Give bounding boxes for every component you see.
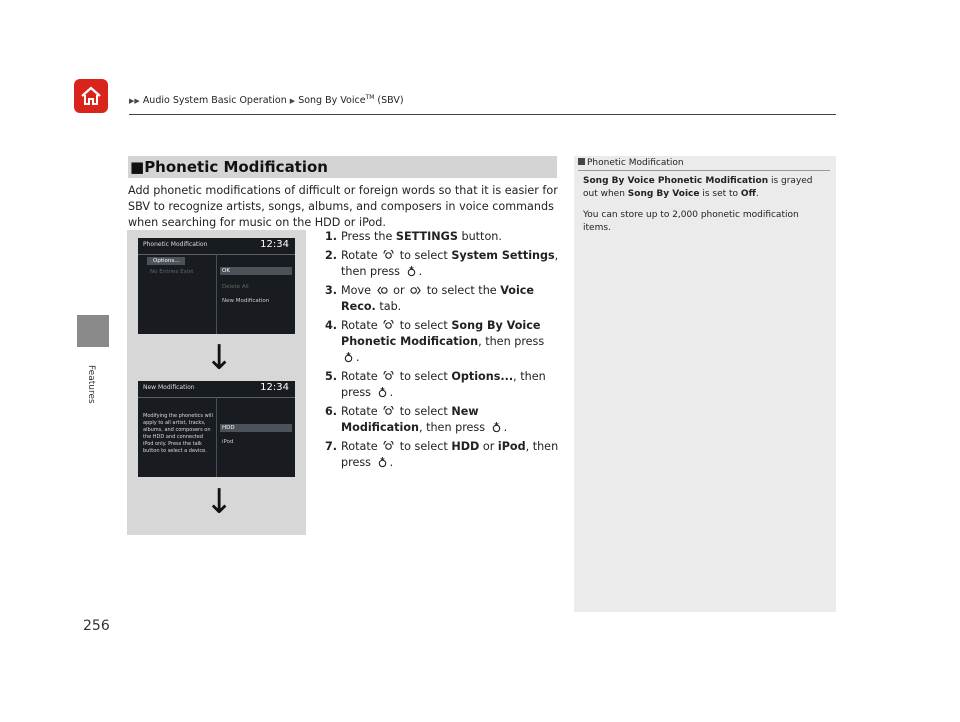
move-right-icon [410, 285, 421, 296]
screen-clock: 12:34 [260, 382, 289, 393]
home-icon[interactable] [74, 79, 108, 113]
screen-phonetic-modification [138, 238, 295, 334]
interface-dial-icon [383, 320, 394, 331]
screen-column-divider [216, 397, 217, 477]
no-entries-text: No Entries Exist [150, 269, 194, 275]
interface-dial-icon [383, 371, 394, 382]
section-title: ■Phonetic Modification [130, 158, 328, 176]
menu-item-hdd[interactable]: HDD [220, 424, 292, 432]
interface-dial-icon [383, 441, 394, 452]
menu-item-ok[interactable]: OK [220, 267, 292, 275]
menu-item-new-modification[interactable]: New Modification [222, 298, 270, 304]
chapter-label: Features [86, 365, 96, 404]
note-paragraph-1: Song By Voice Phonetic Modification is grayed out when Song By Voice is set to Off. [583, 176, 813, 199]
interface-dial-icon [383, 406, 394, 417]
screen-title: Phonetic Modification [143, 241, 208, 248]
interface-dial-icon [383, 250, 394, 261]
screen-title: New Modification [143, 384, 195, 391]
note-heading: Phonetic Modification [578, 158, 684, 168]
breadcrumb [129, 94, 404, 106]
options-item[interactable]: Options... [147, 257, 185, 265]
screen-new-modification [138, 381, 295, 477]
steps-list [325, 229, 560, 474]
press-button-icon [491, 422, 502, 433]
step-6: 6. Rotate to select New Modification, then press . [325, 405, 508, 434]
press-button-icon [406, 266, 417, 277]
screen-illustration-panel [127, 230, 306, 535]
down-arrow-icon: ↓ [205, 338, 234, 378]
step-2: 2. Rotate to select System Settings, then press . [325, 249, 559, 278]
chevron-right-icon: ▶ [289, 97, 296, 106]
press-button-icon [343, 352, 354, 363]
breadcrumb-item[interactable]: Audio System Basic Operation [142, 95, 287, 107]
note-text [583, 175, 823, 243]
press-button-icon [377, 457, 388, 468]
chapter-tab[interactable] [77, 315, 109, 347]
down-arrow-icon: ↓ [205, 482, 234, 522]
step-3: 3. Move or to select the Voice Reco. tab. [325, 284, 535, 313]
press-button-icon [377, 387, 388, 398]
note-ref-icon [578, 158, 585, 165]
intro-paragraph: Add phonetic modifications of difficult or foreign words so that it is easier for SBV to recognize artists, songs, albums, and composers in voice commands when searching for music on the HDD or iPod. [128, 184, 558, 229]
step-5: 5. Rotate to select Options..., then press . [325, 370, 546, 399]
breadcrumb-item-current: Song By Voice™ (SBV) [298, 94, 404, 107]
header-divider [129, 114, 836, 115]
screen-clock: 12:34 [260, 239, 289, 250]
note-paragraph-2: You can store up to 2,000 phonetic modification items. [583, 210, 799, 233]
menu-item-ipod[interactable]: iPod [222, 439, 234, 445]
screen-message: Modifying the phonetics will apply to all artist, tracks, albums, and composers on the HDD and connected iPod only. Press the talk button to select a device. [143, 413, 213, 454]
step-7: 7. Rotate to select HDD or iPod, then press . [325, 440, 559, 469]
chevron-right-icon: ▶▶ [129, 97, 140, 106]
menu-item-delete-all[interactable]: Delete All [222, 284, 249, 290]
step-1: 1. Press the SETTINGS button. [325, 230, 502, 243]
screen-column-divider [216, 254, 217, 334]
move-left-icon [377, 285, 388, 296]
note-divider [578, 170, 830, 171]
page-number: 256 [83, 618, 110, 634]
step-4: 4. Rotate to select Song By Voice Phonetic Modification, then press . [325, 319, 545, 364]
